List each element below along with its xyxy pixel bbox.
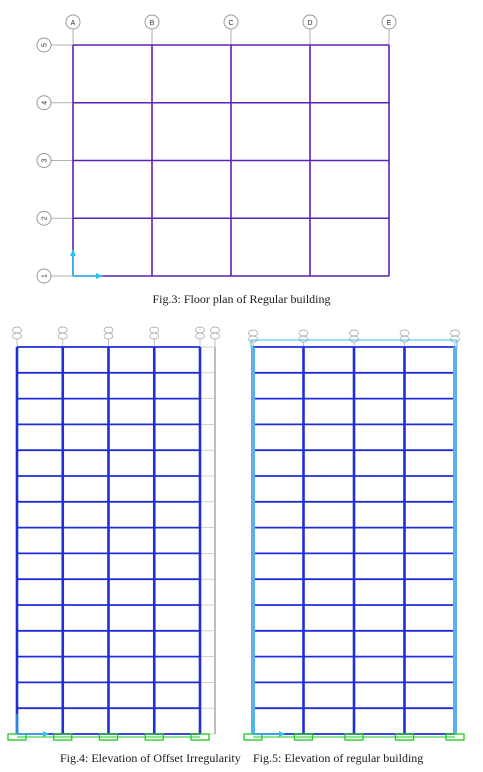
elev-bubble-lower <box>211 333 220 339</box>
axis-y-arrow <box>70 249 76 256</box>
elev-bubble-upper <box>211 327 220 333</box>
elev-bubble-upper <box>58 327 67 333</box>
grid-label-D: D <box>307 20 313 27</box>
elev-bubble-upper <box>150 327 159 333</box>
elev-bubble-upper <box>299 330 308 336</box>
elev-bubble-lower <box>13 333 22 339</box>
figure-5-caption: Fig.5: Elevation of regular building <box>253 751 424 765</box>
elev-bubble-upper <box>13 327 22 333</box>
grid-label-4: 4 <box>41 100 49 105</box>
grid-label-2: 2 <box>41 216 49 221</box>
axis-x-arrow <box>43 731 49 737</box>
grid-label-C: C <box>228 20 234 27</box>
elev-bubble-lower <box>299 336 308 342</box>
elev-bubble-upper <box>104 327 113 333</box>
grid-label-1: 1 <box>41 274 49 278</box>
elev-bubble-upper <box>196 327 205 333</box>
grid-label-5: 5 <box>41 43 49 47</box>
elev-bubble-lower <box>451 336 460 342</box>
grid-label-3: 3 <box>41 158 49 163</box>
elev-bubble-lower <box>249 336 258 342</box>
elev-bubble-upper <box>350 330 359 336</box>
elev-bubble-upper <box>400 330 409 336</box>
figure-4-caption: Fig.4: Elevation of Offset Irregularity <box>60 751 241 765</box>
elev-bubble-lower <box>150 333 159 339</box>
elev-bubble-lower <box>104 333 113 339</box>
elev-bubble-lower <box>400 336 409 342</box>
elev-bubble-lower <box>350 336 359 342</box>
grid-label-E: E <box>386 20 392 27</box>
floor-plan <box>37 15 396 283</box>
figure-3-caption: Fig.3: Floor plan of Regular building <box>152 292 331 306</box>
elev-bubble-upper <box>451 330 460 336</box>
axis-x-arrow <box>279 731 285 737</box>
elev-bubble-upper <box>249 330 258 336</box>
elevation-offset-irregularity <box>8 327 220 740</box>
elevation-regular-building <box>244 330 464 740</box>
elev-bubble-lower <box>58 333 67 339</box>
elev-bubble-lower <box>196 333 205 339</box>
axis-x-arrow <box>96 273 103 279</box>
grid-label-B: B <box>149 20 155 27</box>
grid-label-A: A <box>70 20 76 27</box>
